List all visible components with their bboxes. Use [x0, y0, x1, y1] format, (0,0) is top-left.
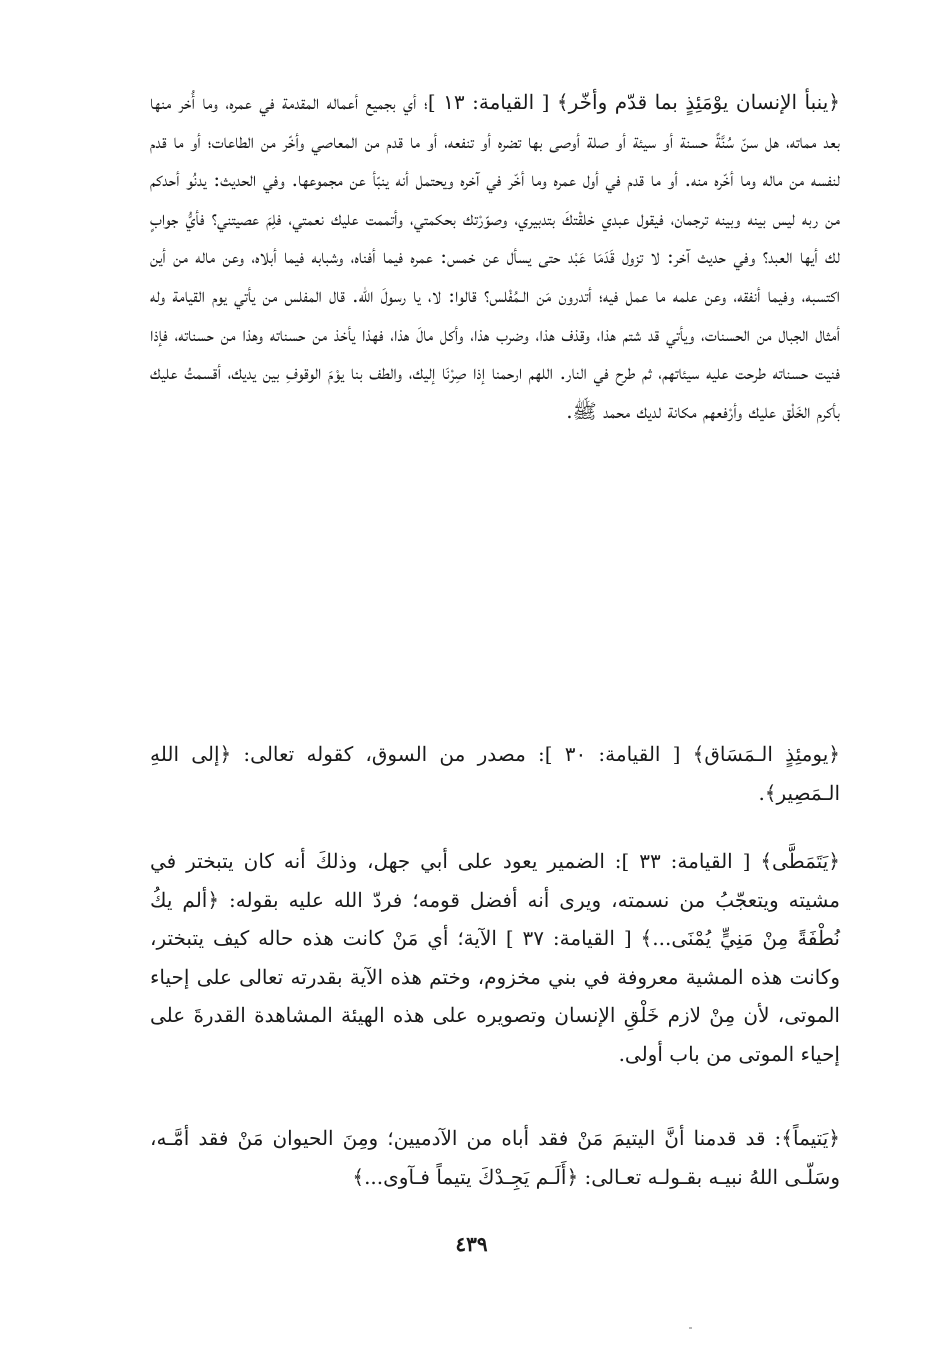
- paragraph-yunabba-al-insan: [150, 83, 840, 430]
- paragraph-text: ﴿ينبأ الإنسان يوْمَئِذٍ بما قدّم وأخّر﴾ [ القيامة: ١٣ ]؛ أي بجميع أعماله المقدمة في عمره، وما أُخر منها بعد مماته، هل سنّ سُنَّةً حسنة أو سيئة أو صلة أوصى بها تضره أو تنفعه، أو ما قدم من المعاصي وأخّر من الطاعات؛ أو ما قدم لنفسه من ماله وما أخّره منه. أو ما قدم في أول عمره وما أخّر في آخره ويحتمل أنه ينبّأ عن مجموعها. وفي الحديث: يدنُو أحدكم من ربه ليس بينه وبينه ترجمان، فيقول عبدي خلقْتكَ بتدبيري، وصوّرْتك بحكمتي، وأتممت عليك نعمتي، فلِمَ عصيتني؟ فأيُّ جوابٍ لك أيها العبد؟ وفي حديث آخر: لا تزول قَدَمَا عَبْد حتى يسأل عن خمس: عمره فيما أفناه، وشبابه فيما أبلاه، وعن ماله من أين اكتسبه، وفيما أنفقه، وعن علمه ما عمل فيه؛ أتدرون مَن الـمُفْلس؟ قالوا: لا، يا رسولَ الله. قال المفلس من يأتي يوم القيامة وله أمثال الجبال من الحسنات، ويأتي قد شتم هذا، وقذف هذا، وضرب هذا، وأكل مالَ هذا، فهذا يأخذ من حسناته وهذا من حسناته، فإذا فنيت حسناته طرحت عليه سيئاتهم، ثم طرح في النار. اللهم ارحمنا إذا صِرْنَا إليك، والطف بنا يوْمَ الوقوفِ بين يديك، أقسمتُ عليك بأكرم الخَلْق عليك وأرْفعهم مكانة لديك محمد ﷺ.: [150, 90, 841, 423]
- paragraph-yawmaidhin-al-masaq: [150, 735, 840, 812]
- paragraph-text: ﴿يومئِذٍ الـمَسَاق﴾ [ القيامة: ٣٠ ]: مصدر من السوق، كقوله تعالى: ﴿إلى اللهِ الـمَصِير﴾.: [150, 742, 840, 805]
- scan-speck: [689, 1327, 692, 1329]
- paragraph-yatamatta: [150, 842, 840, 1074]
- paragraph-text: ﴿يَتَمَطَّى﴾ [ القيامة: ٣٣ ]: الضمير يعود على أبي جهل، وذلكَ أنه كان يتبختر في مشيته ويتعجّبُ من نسمته، ويرى أنه أفضل قومه؛ فردّ الله عليه بقوله: ﴿ألم يكُ نُطْفَةً مِنْ مَنِيٍّ يُمْنَى...﴾ [ القيامة: ٣٧ ] الآية؛ أي مَنْ كانت هذه حاله كيف يتبختر، وكانت هذه المشية معروفة في بني مخزوم، وختم هذه الآية بقدرته تعالى على إحياء الموتى، لأن مِنْ لازم خَلْقِ الإنسان وتصويره على هذه الهيئة المشاهدة القدرةَ على إحياء الموتى من باب أولى.: [150, 849, 841, 1066]
- paragraph-text: ﴿يَتيماً﴾: قد قدمنا أنَّ اليتيمَ مَنْ فقد أباه من الآدميين؛ ومِنَ الحيوان مَنْ فقد أمَّـه، وسَلّـى اللهُ نبيـه بقـولـه تعـالى: ﴿أَلَـم يَجِـدْكَ يتيماً فـآوى...﴾: [150, 1126, 840, 1189]
- paragraph-yatiman: [150, 1119, 840, 1196]
- page-number: ٤٣٩: [455, 1232, 488, 1256]
